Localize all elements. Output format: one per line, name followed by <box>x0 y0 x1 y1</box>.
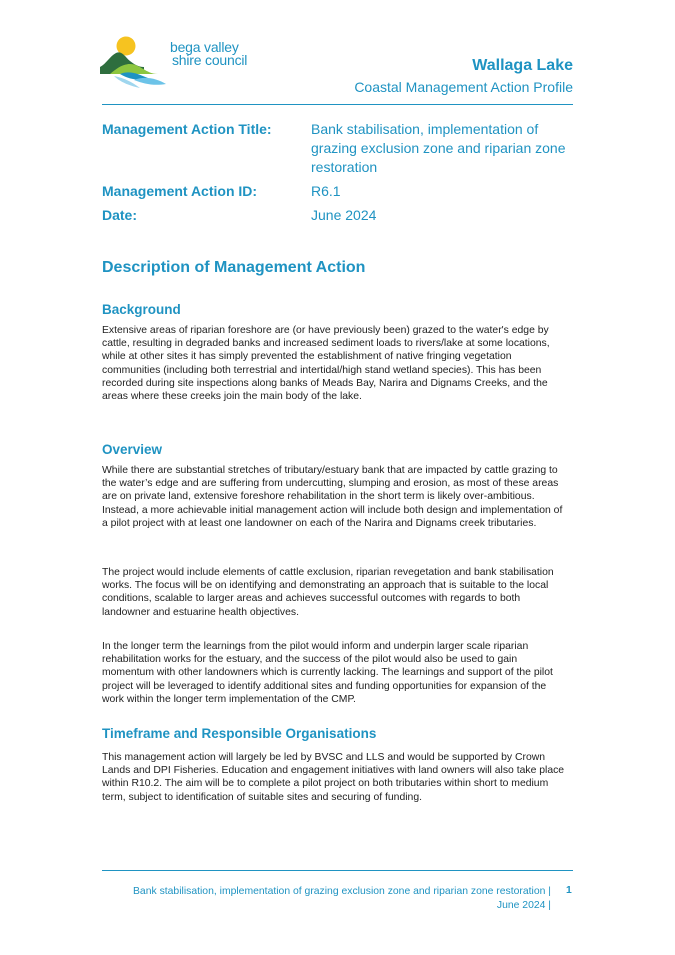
meta-row-id <box>102 182 573 201</box>
document-subtitle: Coastal Management Action Profile <box>354 79 573 95</box>
page-number: 1 <box>566 885 572 896</box>
logo-line-1: bega valley <box>170 39 239 55</box>
description-heading: Description of Management Action <box>102 259 366 276</box>
document-title: Wallaga Lake <box>472 57 573 74</box>
background-paragraph: Extensive areas of riparian foreshore are (or have previously been) grazed to the water's edge by cattle, resulting in degraded banks and increased sediment loads to rivers/lake at some locations, while at other sites it has simply prevented the establishment of native fringing vegetation communities (including both terrestrial and intertidal/high stand wetland species). This has been recorded during site inspections along banks of Meads Bay, Narira and Dignams Creeks, and the areas where these creeks join the main body of the lake. <box>102 325 550 403</box>
meta-row-title <box>102 120 573 177</box>
timeframe-heading: Timeframe and Responsible Organisations <box>102 726 377 741</box>
logo-line-2: shire council <box>172 52 248 68</box>
date-label: Date: <box>102 207 138 223</box>
overview-paragraph-3: In the longer term the learnings from the pilot would inform and underpin larger scale riparian rehabilitation works for the estuary, and the success of the pilot would also be used to gain momentum with other landowners which is currently lacking. The learnings and support of the pilot project will be leveraged to identify additional sites and funding opportunities for expansion of the work within the longer term implementation of the CMP. <box>102 641 553 705</box>
footer-text <box>91 885 551 913</box>
footer-divider <box>102 870 573 871</box>
logo-wordmark <box>170 41 247 67</box>
overview-paragraph-1: While there are substantial stretches of tributary/estuary bank that are impacted by cattle grazing to the water’s edge and are suffering from undercutting, slumping and erosion, as most of these areas are on private land, extensive foreshore rehabilitation in the short term is likely over-ambitious. Instead, a more achievable initial management action will include both design and implementation of a pilot project with at least one landowner on each of the Narira and Dignams creek tributaries. <box>102 465 563 529</box>
action-title-label: Management Action Title: <box>102 121 272 137</box>
header-divider <box>102 104 573 105</box>
council-logo <box>100 34 280 96</box>
date-value: June 2024 <box>311 207 377 223</box>
timeframe-paragraph: This management action will largely be led by BVSC and LLS and would be supported by Crown Lands and DPI Fisheries. Education and engagement initiatives with land owners will also take place within R10.2. The aim will be to complete a pilot project on both tributaries within short to medium term, subject to identification of suitable sites and securing of funding. <box>102 752 565 803</box>
meta-row-date <box>102 206 573 225</box>
footer-line-1: Bank stabilisation, implementation of grazing exclusion zone and riparian zone restoration | <box>133 886 551 897</box>
action-title-value: Bank stabilisation, implementation of grazing exclusion zone and riparian zone restoration <box>311 121 566 175</box>
action-id-label: Management Action ID: <box>102 183 258 199</box>
overview-paragraph-2: The project would include elements of cattle exclusion, riparian revegetation and bank stabilisation works. The focus will be on identifying and demonstrating an approach that is suitable to the local conditions, scalable to larger areas and achieves successful outcomes with regards to both landowner and estuarine health objectives. <box>102 567 554 618</box>
action-metadata <box>102 120 573 230</box>
action-id-value: R6.1 <box>311 183 341 199</box>
overview-heading: Overview <box>102 442 163 457</box>
footer-line-2: June 2024 | <box>496 900 551 911</box>
background-heading: Background <box>102 302 181 317</box>
